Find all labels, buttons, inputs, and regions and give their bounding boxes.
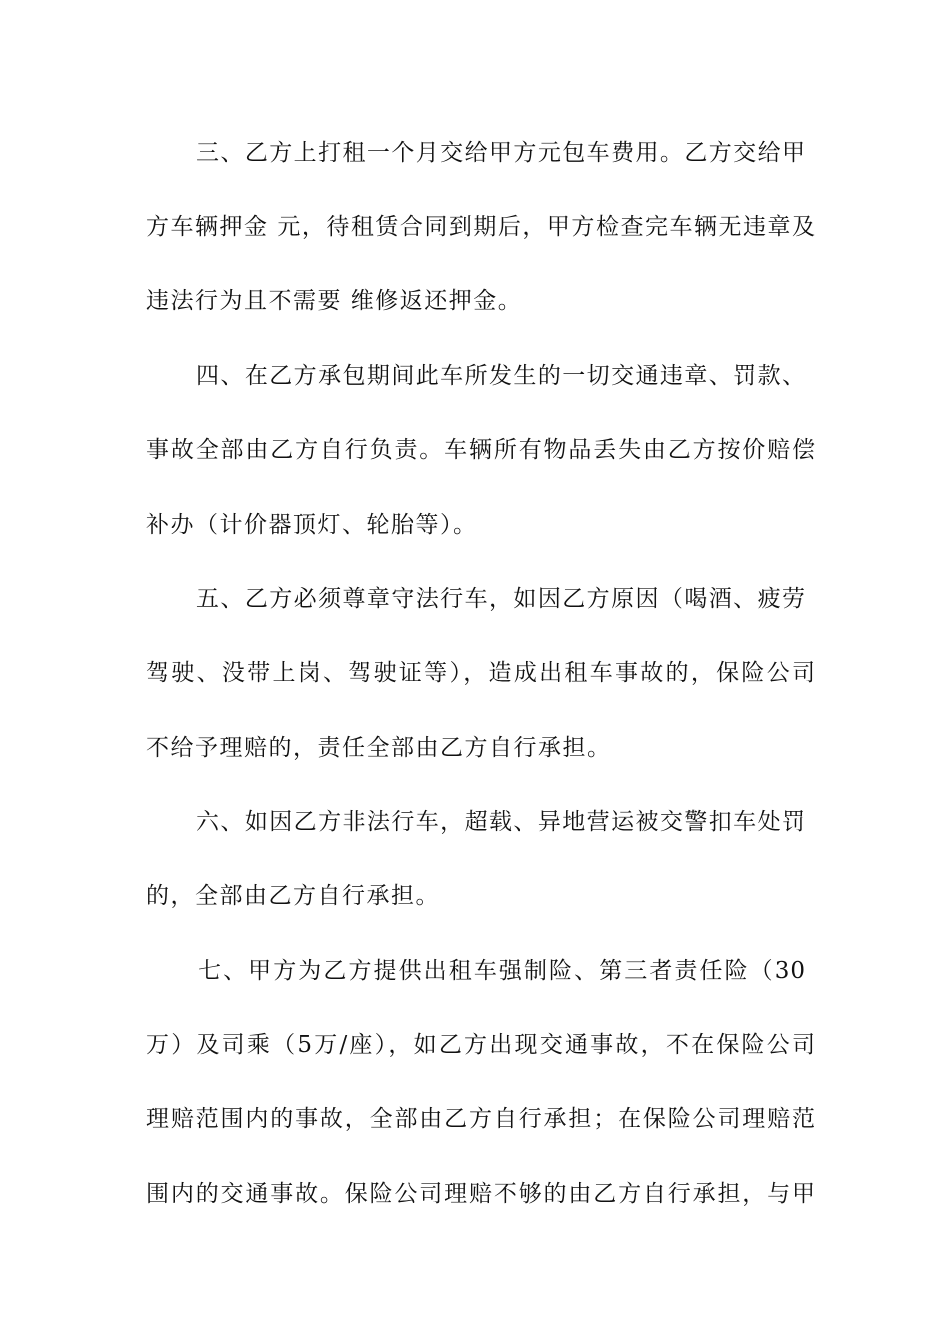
- paragraph-7-line-1: 七、甲方为乙方提供出租车强制险、第三者责任险（30: [198, 958, 806, 984]
- paragraph-6-line-1: 六、如因乙方非法行车，超载、异地营运被交警扣车处罚: [196, 809, 806, 835]
- paragraph-7-line-3: 理赔范围内的事故，全部由乙方自行承担；在保险公司理赔范: [146, 1106, 816, 1132]
- paragraph-4-line-1: 四、在乙方承包期间此车所发生的一切交通违章、罚款、: [196, 363, 806, 389]
- paragraph-3-line-3: 违法行为且不需要 维修返还押金。: [146, 288, 523, 314]
- paragraph-3-line-1: 三、乙方上打租一个月交给甲方元包车费用。乙方交给甲: [196, 140, 806, 166]
- paragraph-5-line-3: 不给予理赔的，责任全部由乙方自行承担。: [146, 735, 612, 761]
- paragraph-5-line-1: 五、乙方必须尊章守法行车，如因乙方原因（喝酒、疲劳: [196, 586, 806, 612]
- paragraph-6-line-2: 的，全部由乙方自行承担。: [146, 883, 440, 909]
- paragraph-7-line-2: 万）及司乘（5万/座），如乙方出现交通事故，不在保险公司: [146, 1032, 816, 1058]
- paragraph-5-line-2: 驾驶、没带上岗、驾驶证等），造成出租车事故的，保险公司: [146, 660, 816, 686]
- paragraph-4-line-2: 事故全部由乙方自行负责。车辆所有物品丢失由乙方按价赔偿: [146, 437, 816, 463]
- paragraph-7-line-4: 围内的交通事故。保险公司理赔不够的由乙方自行承担，与甲: [146, 1181, 816, 1207]
- paragraph-3-line-2: 方车辆押金 元，待租赁合同到期后，甲方检查完车辆无违章及: [146, 214, 816, 240]
- paragraph-4-line-3: 补办（计价器顶灯、轮胎等）。: [146, 512, 478, 538]
